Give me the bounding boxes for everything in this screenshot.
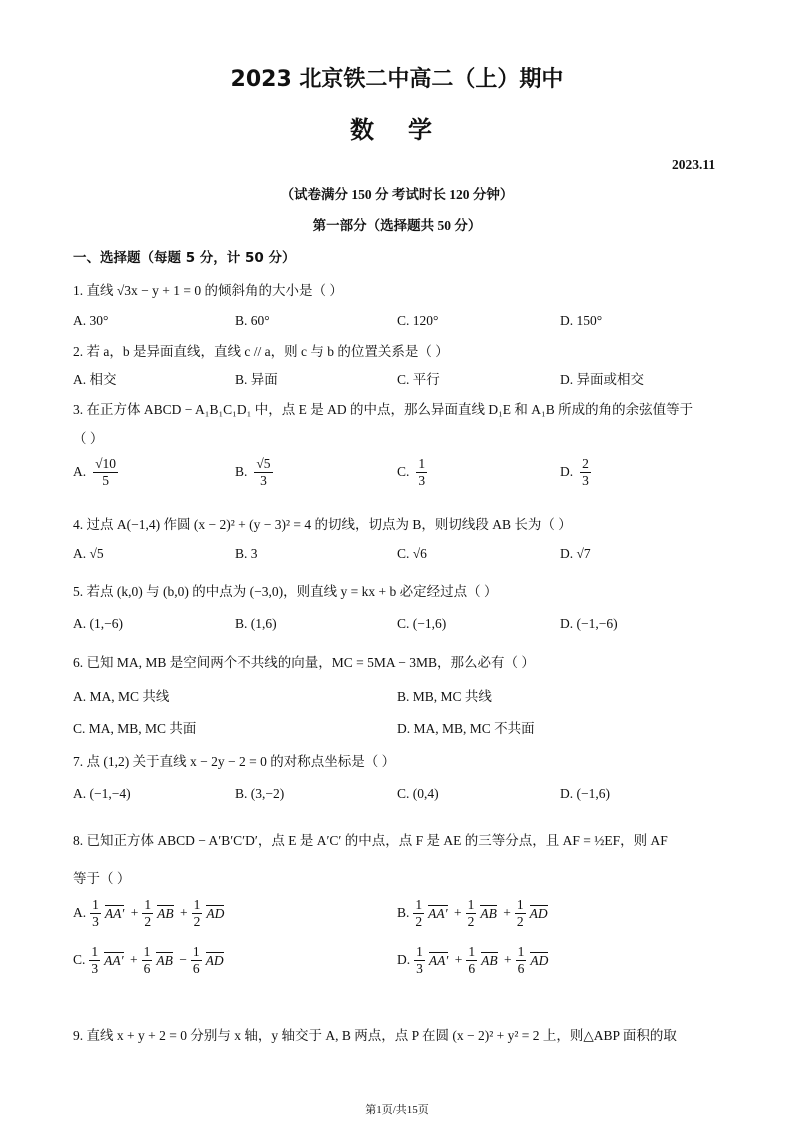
- q3-option-a-label: A.: [73, 464, 87, 479]
- frac-numerator: 1: [418, 456, 426, 471]
- q2-option-a: A. 相交: [73, 372, 117, 387]
- question-3-paren: （ ）: [73, 431, 104, 446]
- q8-option-a: A. $\frac{1}{3}$ AA′ + $\frac{1}{2}$ AB + $\frac{1}{2}$ AD: [73, 897, 225, 929]
- exam-info: （试卷满分 150 分 考试时长 120 分钟）: [280, 187, 514, 202]
- q3-option-b: [235, 457, 274, 487]
- frac-denominator: 5: [102, 472, 109, 488]
- subject-title: 数学: [350, 116, 466, 144]
- q3-option-b-fraction: [254, 457, 272, 487]
- q7-option-c: C. (0,4): [397, 786, 439, 801]
- q4-option-c: C. √6: [397, 546, 427, 561]
- fraction: $\frac{1}{3}$: [416, 944, 423, 976]
- q5-option-d: D. (−1,−6): [560, 616, 618, 631]
- q2-option-c: C. 平行: [397, 372, 440, 387]
- q3-option-c-label: C.: [397, 464, 410, 479]
- q8-option-c: C. $\frac{1}{3}$ AA′ + $\frac{1}{6}$ AB − $\frac{1}{6}$ AD: [73, 944, 224, 976]
- q5-option-b: B. (1,6): [235, 616, 277, 631]
- q2-option-b: B. 异面: [235, 372, 278, 387]
- question-8-paren: 等于（ ）: [73, 871, 131, 886]
- q8-option-b-label: B.: [397, 905, 410, 920]
- question-2: 2. 若 a，b 是异面直线，直线 c // a，则 c 与 b 的位置关系是（ ）: [73, 344, 449, 359]
- exam-date: 2023.11: [672, 157, 716, 172]
- q6-option-d: D. MA, MB, MC 不共面: [397, 721, 535, 736]
- part-heading: 第一部分（选择题共 50 分）: [312, 218, 482, 233]
- fraction: $\frac{1}{3}$: [91, 944, 99, 976]
- fraction: $\frac{1}{3}$: [92, 897, 99, 929]
- frac-denominator: 3: [418, 472, 426, 488]
- q3-option-d-fraction: [580, 457, 591, 487]
- question-7: 7. 点 (1,2) 关于直线 x − 2y − 2 = 0 的对称点坐标是（ ）: [73, 754, 396, 769]
- q8-option-c-label: C.: [73, 952, 86, 967]
- q3-option-a-fraction: [93, 457, 118, 487]
- q8-option-d: D. $\frac{1}{3}$ AA′ + $\frac{1}{6}$ AB + $\frac{1}{6}$ AD: [397, 944, 549, 976]
- q4-option-b: B. 3: [235, 546, 258, 561]
- question-8: 8. 已知正方体 ABCD − A′B′C′D′，点 E 是 A′C′ 的中点，点 F 是 AE 的三等分点，且 AF = ½EF，则 AF: [73, 833, 668, 848]
- fraction: $\frac{1}{6}$: [143, 944, 151, 976]
- q7-option-a: A. (−1,−4): [73, 786, 131, 801]
- fraction: $\frac{1}{2}$: [193, 897, 201, 929]
- q4-option-a: A. √5: [73, 546, 104, 561]
- q8-option-a-label: A.: [73, 905, 87, 920]
- q3-option-a: [73, 457, 119, 487]
- q3-option-d-label: D.: [560, 464, 574, 479]
- frac-numerator: √5: [256, 456, 271, 471]
- section-heading: 一、选择题（每题 5 分，计 50 分）: [73, 250, 296, 266]
- exam-title: 2023 北京铁二中高二（上）期中: [230, 67, 564, 92]
- q3-option-c-fraction: [416, 457, 427, 487]
- q1-option-b: B. 60°: [235, 313, 270, 328]
- fraction: $\frac{1}{2}$: [467, 897, 475, 929]
- q5-option-a: A. (1,−6): [73, 616, 123, 631]
- q7-option-b: B. (3,−2): [235, 786, 285, 801]
- q3-option-d: [560, 457, 592, 487]
- question-1: 1. 直线 √3x − y + 1 = 0 的倾斜角的大小是（ ）: [73, 283, 343, 298]
- frac-numerator: 2: [582, 456, 589, 471]
- question-6: 6. 已知 MA, MB 是空间两个不共线的向量，MC = 5MA − 3MB，那么必有（ ）: [73, 655, 535, 670]
- fraction: $\frac{1}{2}$: [516, 897, 524, 929]
- q2-option-d: D. 异面或相交: [560, 372, 644, 387]
- frac-denominator: 3: [260, 472, 267, 488]
- q6-option-b: B. MB, MC 共线: [397, 689, 492, 704]
- q1-option-a: A. 30°: [73, 313, 109, 328]
- q8-option-b: B. $\frac{1}{2}$ AA′ + $\frac{1}{2}$ AB + $\frac{1}{2}$ AD: [397, 897, 548, 929]
- q1-option-d: D. 150°: [560, 313, 603, 328]
- q3-option-b-label: B.: [235, 464, 248, 479]
- question-5: 5. 若点 (k,0) 与 (b,0) 的中点为 (−3,0)，则直线 y = kx + b 必定经过点（ ）: [73, 584, 498, 599]
- frac-numerator: √10: [95, 456, 117, 471]
- q1-option-c: C. 120°: [397, 313, 439, 328]
- q5-option-c: C. (−1,6): [397, 616, 447, 631]
- q6-option-a: A. MA, MC 共线: [73, 689, 170, 704]
- q3-option-c: [397, 457, 428, 487]
- fraction: $\frac{1}{6}$: [468, 944, 476, 976]
- question-4: 4. 过点 A(−1,4) 作圆 (x − 2)² + (y − 3)² = 4 的切线，切点为 B，则切线段 AB 长为（ ）: [73, 517, 572, 532]
- frac-denominator: 3: [582, 472, 589, 488]
- q7-option-d: D. (−1,6): [560, 786, 610, 801]
- question-3: 3. 在正方体 ABCD − A₁B₁C₁D₁ 中，点 E 是 AD 的中点，那么异面直线 D₁E 和 A₁B 所成的角的余弦值等于: [73, 402, 694, 417]
- page-footer: 第1页/共15页: [365, 1104, 429, 1116]
- q8-option-d-label: D.: [397, 952, 411, 967]
- fraction: $\frac{1}{2}$: [144, 897, 152, 929]
- fraction: $\frac{1}{6}$: [192, 944, 200, 976]
- fraction: $\frac{1}{2}$: [415, 897, 423, 929]
- fraction: $\frac{1}{6}$: [517, 944, 525, 976]
- q4-option-d: D. √7: [560, 546, 591, 561]
- q6-option-c: C. MA, MB, MC 共面: [73, 721, 197, 736]
- question-9: 9. 直线 x + y + 2 = 0 分别与 x 轴，y 轴交于 A, B 两点，点 P 在圆 (x − 2)² + y² = 2 上，则△ABP 面积的取: [73, 1028, 677, 1043]
